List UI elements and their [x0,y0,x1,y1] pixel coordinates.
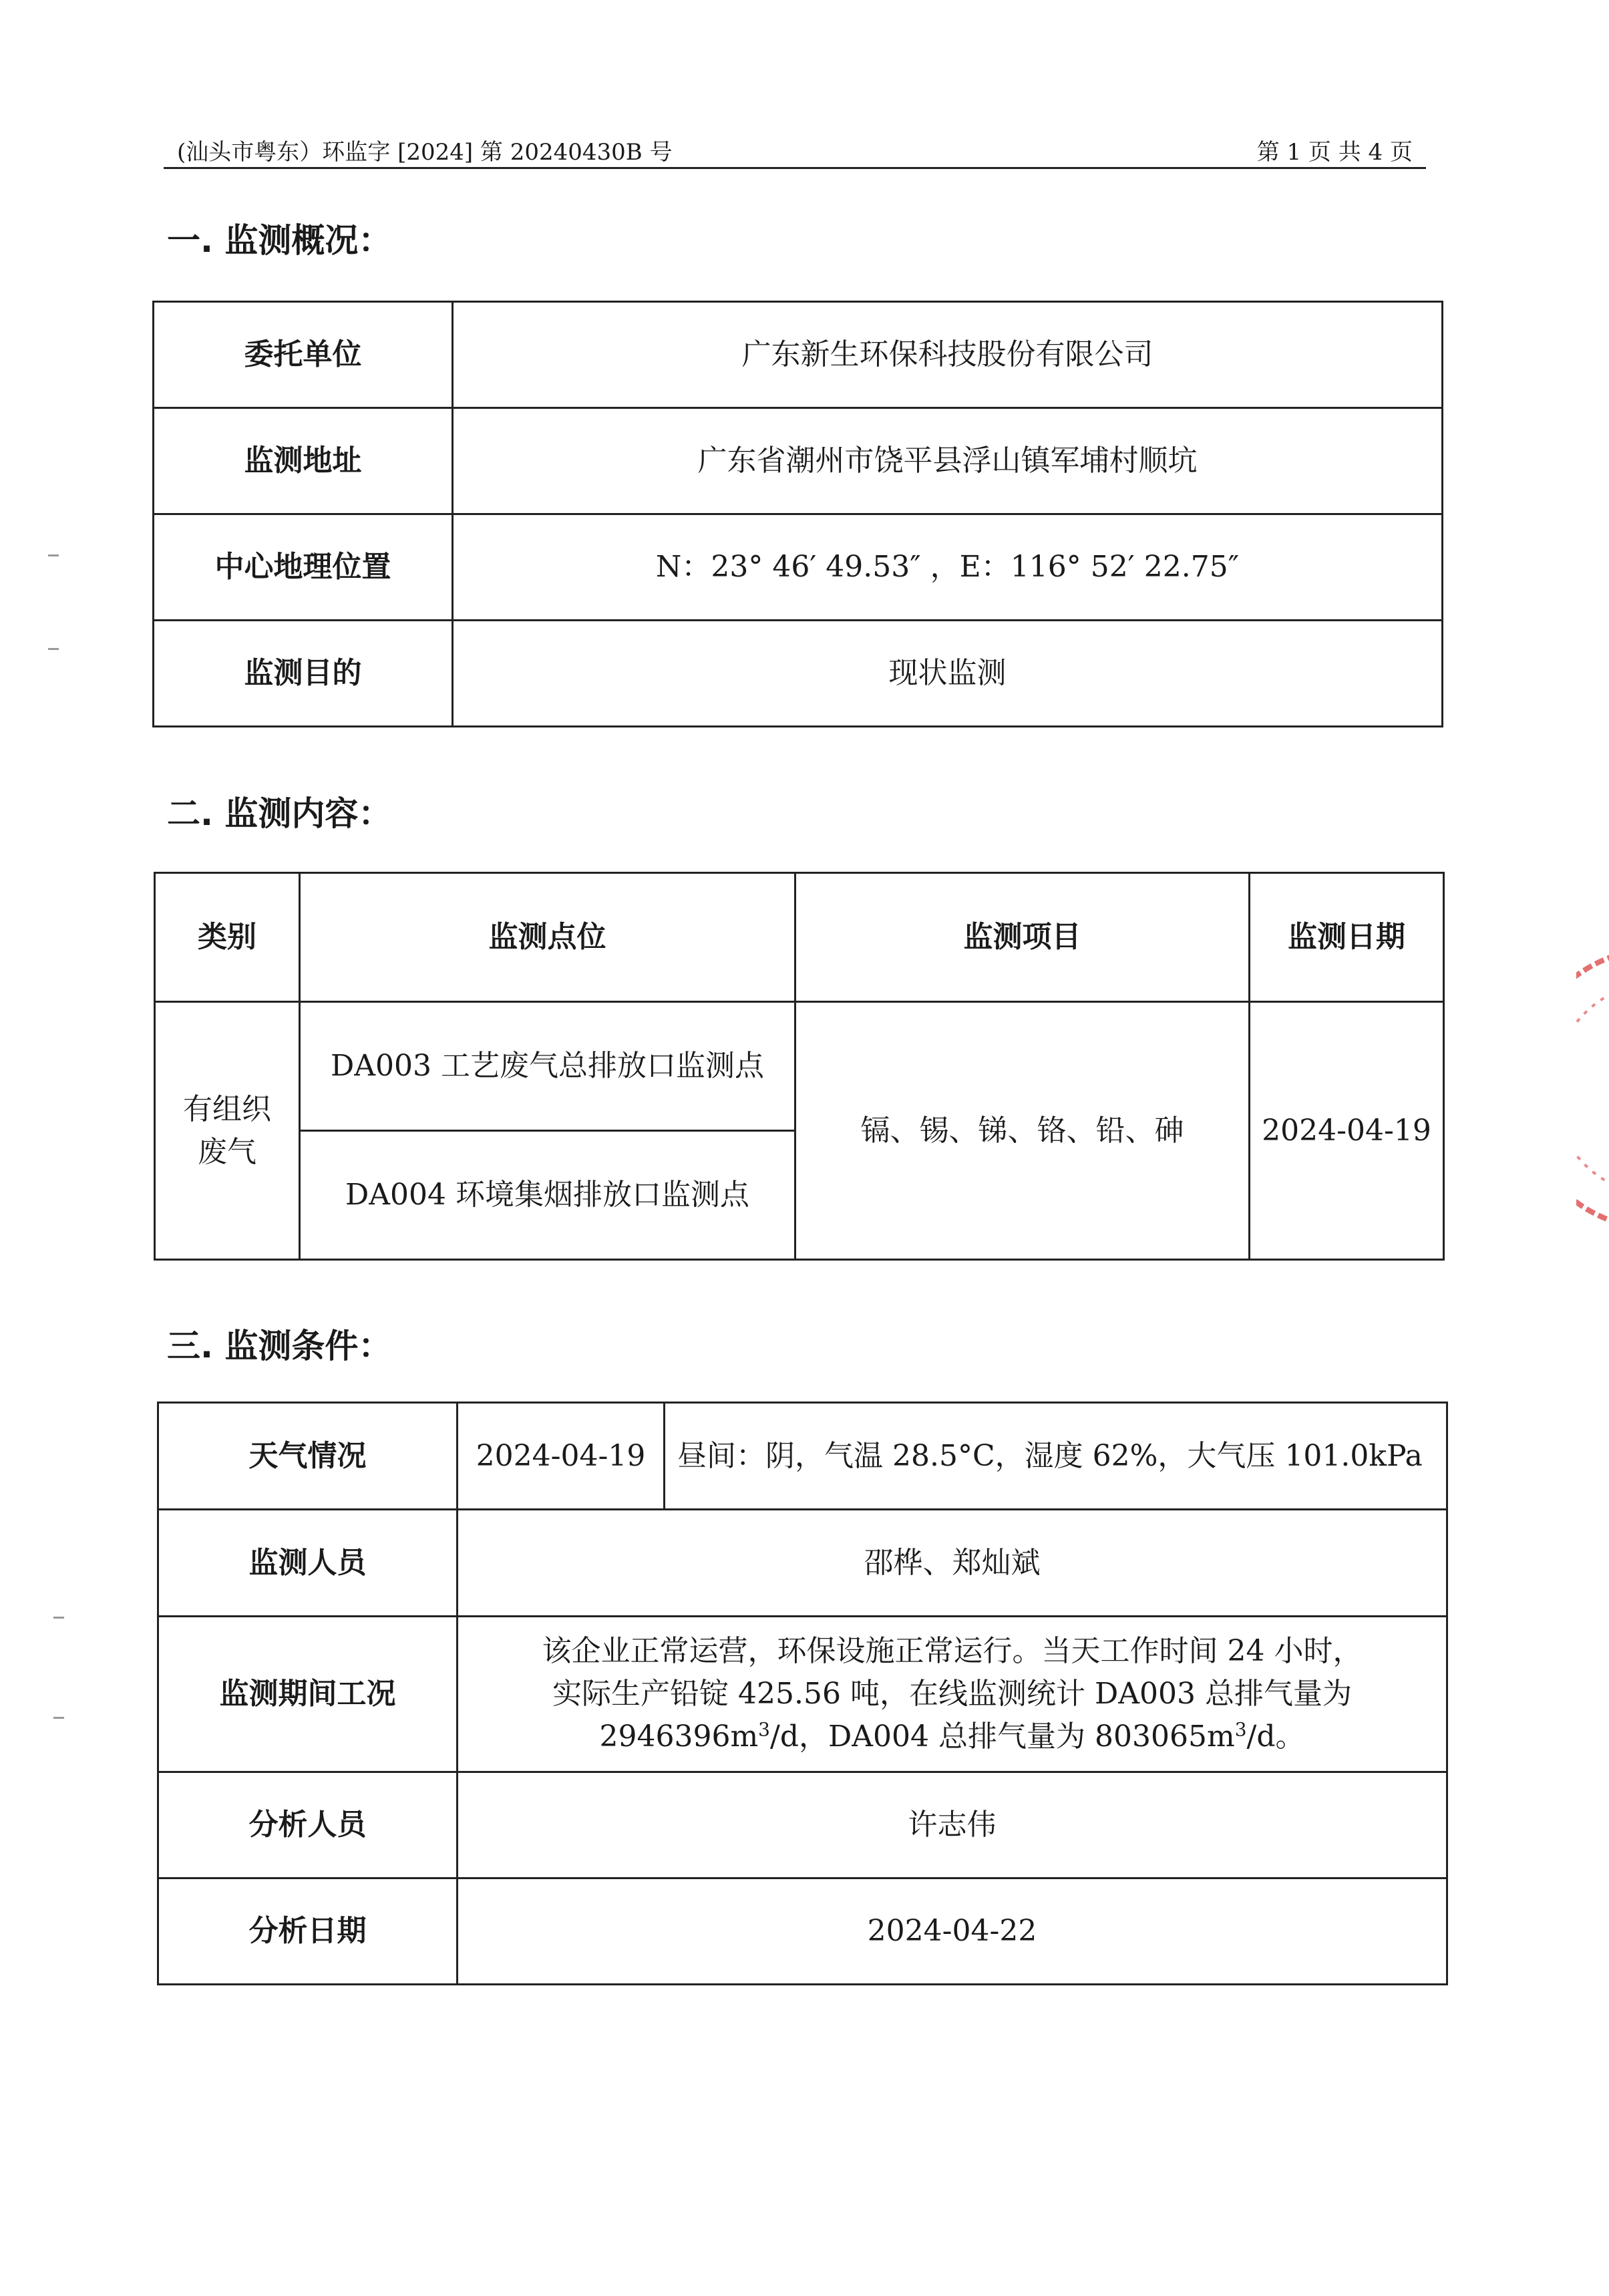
point-da004: DA004 环境集烟排放口监测点 [300,1131,795,1260]
conditions-table [157,1402,1448,1985]
condition-line-1: 该企业正常运营，环保设施正常运行。当天工作时间 24 小时， [542,1634,1363,1669]
address-label: 监测地址 [154,408,453,514]
superscript-3: 3 [758,1718,770,1741]
weather-date: 2024-04-19 [458,1403,665,1510]
overview-table [152,301,1443,727]
purpose-value: 现状监测 [453,621,1443,727]
page-header [164,134,1426,169]
analyst-label: 分析人员 [158,1772,458,1878]
staff-value: 邵桦、郑灿斌 [458,1510,1447,1617]
unit-suffix: /d。 [1246,1719,1305,1754]
weather-label: 天气情况 [158,1403,458,1510]
table-row [158,1617,1447,1772]
report-number: (汕头市粤东）环监字 [2024] 第 20240430B 号 [177,139,673,166]
condition-label: 监测期间工况 [158,1617,458,1772]
seal-icon [1576,949,1609,1229]
page-indicator: 第 1 页 共 4 页 [1256,139,1413,166]
da003-volume: 2946396m [599,1719,759,1754]
analyst-value: 许志伟 [458,1772,1447,1878]
table-row [155,1002,1444,1131]
table-row [158,1403,1447,1510]
location-label: 中心地理位置 [154,514,453,621]
header-items: 监测项目 [795,873,1250,1002]
header-point: 监测点位 [300,873,795,1002]
header-date: 监测日期 [1250,873,1444,1002]
analysis-date-label: 分析日期 [158,1878,458,1985]
condition-line-3 [468,1715,1437,1758]
weather-description: 昼间：阴，气温 28.5°C，湿度 62%，大气压 101.0kPa [665,1403,1447,1510]
table-row [158,1772,1447,1878]
superscript-3: 3 [1234,1718,1247,1741]
content-table [154,872,1445,1261]
staff-label: 监测人员 [158,1510,458,1617]
table-row [154,621,1443,727]
category-cell: 有组织废气 [155,1002,300,1260]
table-row [154,408,1443,514]
condition-value [458,1617,1447,1772]
table-row [154,302,1443,408]
analysis-date-value: 2024-04-22 [458,1878,1447,1985]
items-cell: 镉、锡、锑、铬、铅、砷 [795,1002,1250,1260]
section1-title: 一. 监测概况： [167,221,392,260]
section3-title: 三. 监测条件： [167,1327,392,1365]
point-da003: DA003 工艺废气总排放口监测点 [300,1002,795,1131]
address-value: 广东省潮州市饶平县浮山镇军埔村顺坑 [453,408,1443,514]
purpose-label: 监测目的 [154,621,453,727]
table-row [154,514,1443,621]
seal-stamp-fragment [1576,949,1609,1229]
table-header-row [155,873,1444,1002]
table-row [158,1510,1447,1617]
header-category: 类别 [155,873,300,1002]
da004-volume: /d，DA004 总排气量为 803065m [770,1719,1235,1754]
location-value: N：23° 46′ 49.53″ ，E：116° 52′ 22.75″ [453,514,1443,621]
section2-title: 二. 监测内容： [167,794,392,833]
date-cell: 2024-04-19 [1250,1002,1444,1260]
client-value: 广东新生环保科技股份有限公司 [453,302,1443,408]
client-label: 委托单位 [154,302,453,408]
table-row [158,1878,1447,1985]
condition-line-2: 实际生产铅锭 425.56 吨，在线监测统计 DA003 总排气量为 [552,1677,1352,1711]
